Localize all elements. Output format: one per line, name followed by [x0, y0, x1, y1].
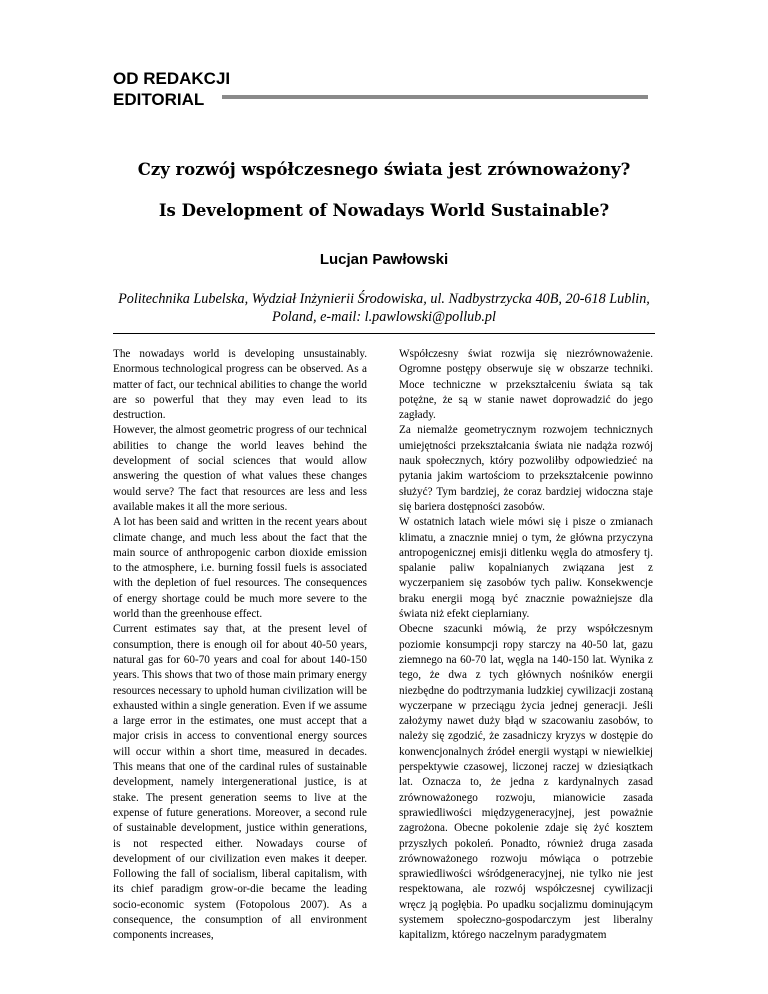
- english-paragraph: Current estimates say that, at the present level of consumption, there is enough oil for about 40-50 years, natural gas for 60-70 years and coal for about 140-150 years. This shows that two of those main primary energy resources necessary to uphold human civilization will be exhausted within a single generation. Even if we assume a large error in the estimates, one must accept that a major crisis in access to conventional energy sources will occur within a short time, measured in decades. This means that one of the cardinal rules of sustainable development, namely intergenerational justice, is at stake. The present generation seems to live at the expense of future generations. Moreover, a second rule of sustainable development, justice within generations, is not respected either. Nowadays course of development of our civilization even makes it deeper. Following the fall of socialism, liberal capitalism, with its chief paradigm grow-or-die became the leading socio-economic system (Fotopolous 2007). As a consequence, the consumption of all environment components increases,: [113, 623, 367, 942]
- author-name: Lucjan Pawłowski: [319, 251, 449, 268]
- author-affiliation: Politechnika Lubelska, Wydział Inżynierii Środowiska, ul. Nadbystrzycka 40B, 20-618 Lublin, Poland, e-mail: l.pawlowski@pollub.pl: [118, 291, 650, 325]
- english-paragraph: The nowadays world is developing unsustainably. Enormous technological progress can be observed. As a matter of fact, our technical abilities to change the world are so powerful that they may even lead to its destruction.: [113, 348, 367, 422]
- title-polish: Czy rozwój współczesnego świata jest zrównoważony?: [137, 160, 631, 179]
- english-paragraph: A lot has been said and written in the recent years about climate change, and much less about the fact that the main source of anthropogenic carbon dioxide emission to the atmosphere, i.e. burning fossil fuels is associated with the depletion of fuel resources. The consequences of energy shortage could be much more severe to the world than the greenhouse effect.: [113, 516, 367, 621]
- section-label-polish: OD REDAKCJI: [113, 69, 231, 88]
- english-paragraph: However, the almost geometric progress of our technical abilities to change the world leaves behind the development of social sciences that would allow answering the question of what values these changes would serve? The fact that resources are less and less available makes it all the more serious.: [113, 424, 367, 513]
- polish-paragraph: Za niemalże geometrycznym rozwojem technicznych umiejętności przekształcania świata nie nadąża rozwój nauk społecznych, który pozwoliłby odpowiedzieć na pytania jakim wartościom to przekształcenie powinno służyć? Tym bardziej, że coraz bardziej widoczna staje się bariera dostępności zasobów.: [399, 424, 653, 513]
- polish-column: [399, 347, 653, 944]
- polish-paragraph: Obecne szacunki mówią, że przy współczesnym poziomie konsumpcji ropy starczy na 40-50 lat, gazu ziemnego na 60-70 lat, węgla na 140-150 lat. Wynika z tego, że dwa z tych głównych nośników energii niezbędne do podtrzymania ludzkiej cywilizacji zostaną wyczerpane w przeciągu życia jednej generacji. Jeśli założymy nawet duży błąd w szacowaniu zasobów, to należy się zgodzić, że zasadniczy kryzys w dostępie do konwencjonalnych źródeł energii wystąpi w niewielkiej perspektywie czasowej, liczonej raczej w dziesiątkach lat. Oznacza to, że jedna z kardynalnych zasad zrównoważonego rozwoju, mianowicie zasada sprawiedliwości międzygeneracyjnej, jest poważnie zagrożona. Obecne pokolenie zdaje się żyć kosztem przyszłych pokoleń. Ponadto, również druga zasada zrównoważonego rozwoju mówiąca o potrzebie sprawiedliwości wśródgeneracyjnej, nie tylko nie jest respektowana, ale rozwój współczesnej cywilizacji wręcz ją pogłębia. Po upadku socjalizmu dominującym systemem społeczno-gospodarczym jest liberalny kapitalizm, którego naczelnym paradygmatem: [399, 623, 653, 942]
- section-heading: [113, 68, 230, 110]
- section-label-english: EDITORIAL: [113, 90, 205, 109]
- english-column: [113, 347, 367, 944]
- heading-rule: [222, 95, 648, 99]
- polish-paragraph: W ostatnich latach wiele mówi się i pisze o zmianach klimatu, a znacznie mniej o tym, że główna przyczyna antropogenicznej emisji ditlenku węgla do atmosfery tj. spalanie paliw kopalnianych związana jest z wyczerpaniem się zasobów tych paliw. Konsekwencje braku energii mogą być znacznie poważniejsze dla świata niż efekt cieplarniany.: [399, 516, 653, 621]
- polish-paragraph: Współczesny świat rozwija się niezrównoważenie. Ogromne postępy obserwuje się w obszarze techniki. Moce techniczne w przekształceniu świata są tak potężne, że są w stanie nawet doprowadzić do jego zagłady.: [399, 348, 653, 422]
- title-english: Is Development of Nowadays World Sustainable?: [158, 201, 610, 220]
- separator-rule: [113, 333, 655, 334]
